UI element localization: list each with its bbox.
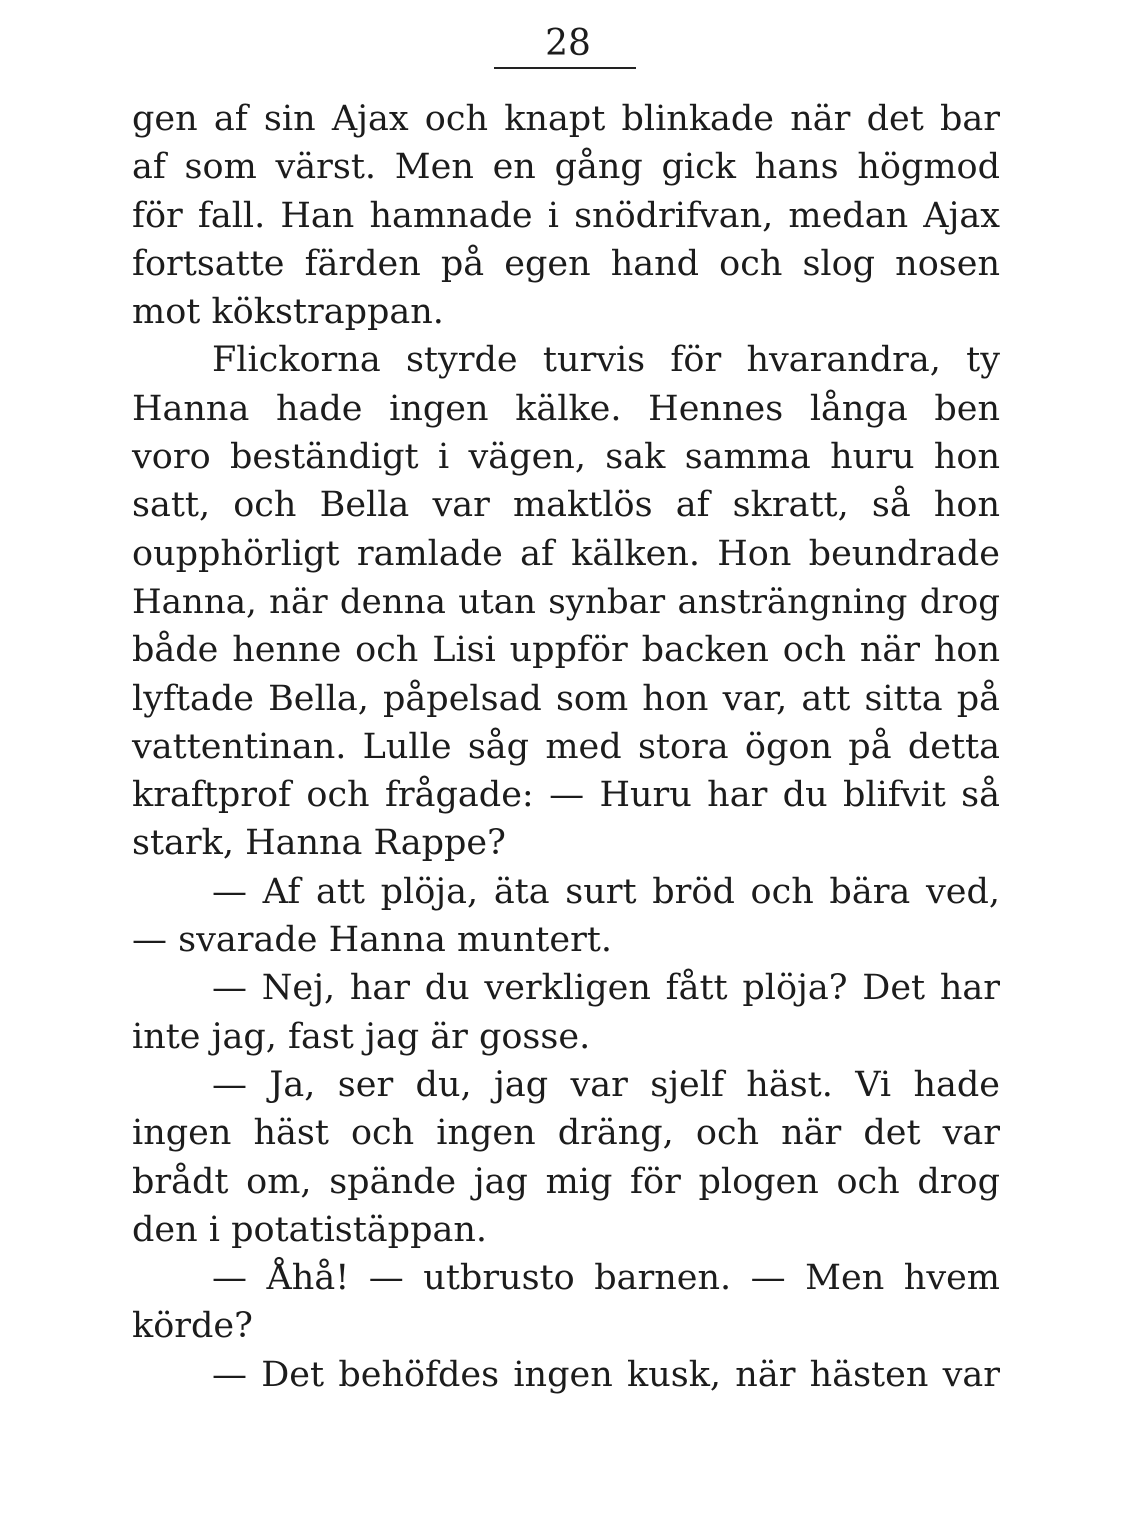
- text-line: ingen häst och ingen dräng, och när det var: [132, 1113, 1000, 1154]
- text-line: Hanna hade ingen kälke. Hennes långa ben: [132, 388, 1000, 429]
- text-line: för fall. Han hamnade i snödrifvan, medan Ajax: [132, 195, 1000, 236]
- text-line: stark, Hanna Rappe?: [132, 823, 506, 864]
- text-line: mot kökstrappan.: [132, 292, 444, 333]
- text-line: voro beständigt i vägen, sak samma huru hon: [132, 437, 1000, 478]
- text-line: gen af sin Ajax och knapt blinkade när det bar: [132, 99, 1000, 139]
- text-line: brådt om, spände jag mig för plogen och drog: [132, 1161, 1000, 1202]
- text-line: kraftprof och frågade: — Huru har du blifvit så: [132, 775, 1000, 816]
- text-line: vattentinan. Lulle såg med stora ögon på detta: [132, 726, 1000, 767]
- text-line: inte jag, fast jag är gosse.: [132, 1016, 591, 1057]
- page-number: 28: [545, 23, 591, 64]
- text-line: lyftade Bella, påpelsad som hon var, att sitta på: [132, 678, 1000, 719]
- text-line: satt, och Bella var maktlös af skratt, så hon: [132, 485, 1000, 526]
- text-line: — Af att plöja, äta surt bröd och bära ved,: [212, 871, 1000, 912]
- page-number-rule: [494, 67, 636, 69]
- text-line: fortsatte färden på egen hand och slog nosen: [132, 243, 1000, 284]
- text-line: Hanna, när denna utan synbar ansträngning drog: [132, 581, 1000, 622]
- text-line: — svarade Hanna muntert.: [132, 920, 613, 961]
- text-line: körde?: [132, 1306, 253, 1347]
- text-line: — Åhå! — utbrusto barnen. — Men hvem: [212, 1258, 1000, 1299]
- text-line: Flickorna styrde turvis för hvarandra, ty: [212, 340, 1000, 381]
- text-line: den i potatistäppan.: [132, 1209, 488, 1250]
- text-line: — Ja, ser du, jag var sjelf häst. Vi hade: [212, 1064, 1000, 1105]
- text-line: oupphörligt ramlade af kälken. Hon beundrade: [132, 533, 1000, 574]
- text-line: — Nej, har du verkligen fått plöja? Det har: [212, 968, 1000, 1009]
- text-line: af som värst. Men en gång gick hans högmod: [132, 147, 1000, 188]
- text-line: både henne och Lisi uppför backen och när hon: [132, 630, 1000, 671]
- text-line: — Det behöfdes ingen kusk, när hästen var: [212, 1354, 1000, 1395]
- body-text: [132, 95, 1000, 1399]
